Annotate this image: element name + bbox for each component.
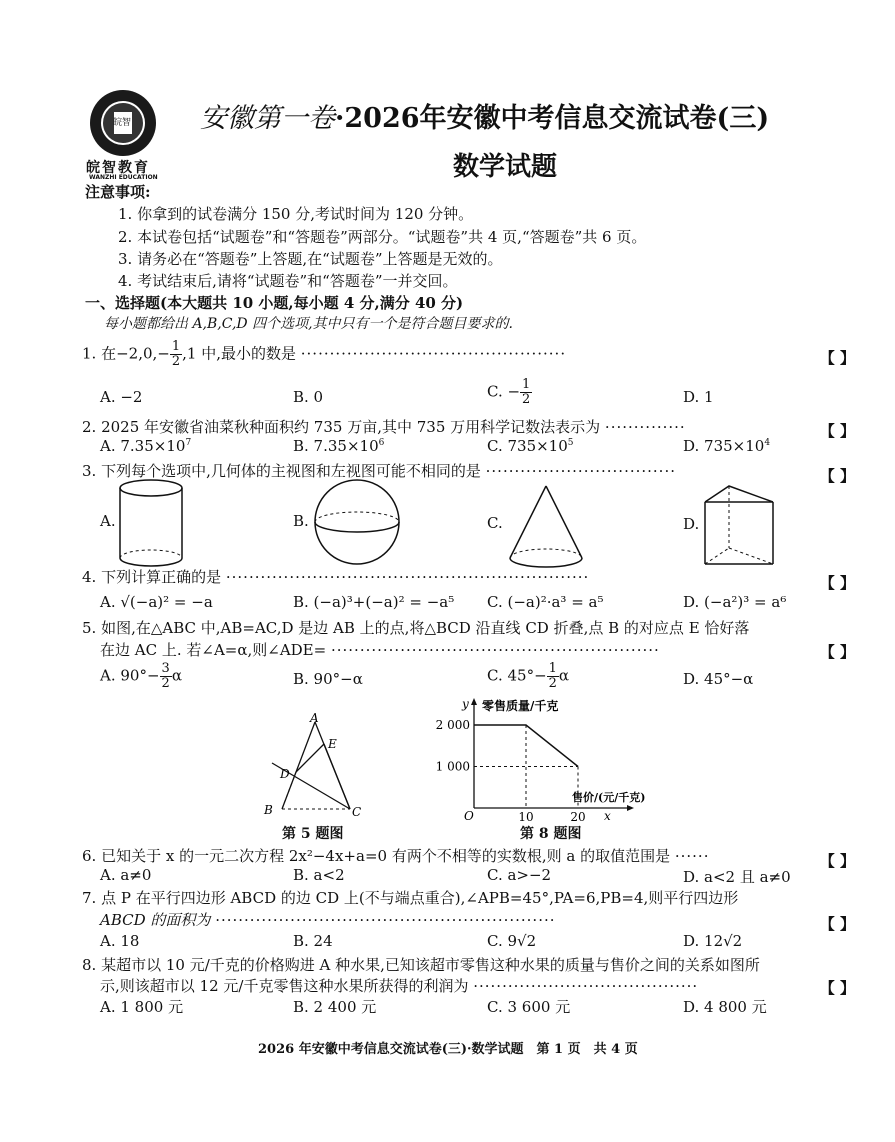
q5-option-a — [100, 662, 182, 691]
q5-a-alpha: α — [171, 666, 182, 685]
q1-option-c-text: C. − — [487, 382, 521, 401]
x-axis-label: 售价/(元/千克) — [572, 791, 646, 804]
origin-label: O — [464, 809, 474, 823]
q1-option-d: D. 1 — [683, 388, 714, 406]
q3-option-a: A. — [100, 512, 116, 530]
answer-bracket: 【 】 — [819, 643, 855, 661]
logo — [88, 88, 158, 158]
leader-dots: ··························································· — [215, 911, 556, 929]
q3-option-b: B. — [293, 512, 309, 530]
q7-stem-text: ABCD 的面积为 — [100, 911, 211, 929]
notice-item: 2. 本试卷包括“试题卷”和“答题卷”两部分。“试题卷”共 4 页,“答题卷”共 6 页。 — [118, 228, 647, 246]
logo-center: 皖智 — [113, 118, 132, 128]
logo-caption-en: WANZHI EDUCATION — [89, 174, 158, 181]
section-title: 一、选择题(本大题共 10 小题,每小题 4 分,满分 40 分) — [85, 294, 464, 312]
x-tick-label: 20 — [570, 810, 586, 824]
q1-stem — [82, 340, 566, 369]
q6-stem-text: 6. 已知关于 x 的一元二次方程 2x²−4x+a=0 有两个不相等的实数根,则 a 的取值范围是 — [82, 847, 671, 865]
q2-d-base: D. 735×10 — [683, 437, 765, 455]
x-axis-arrow — [627, 805, 634, 811]
q7-stem-line1: 7. 点 P 在平行四边形 ABCD 的边 CD 上(不与端点重合),∠APB=45°,PA=6,PB=4,则平行四边形 — [82, 889, 739, 907]
figure-5 — [258, 708, 378, 826]
x-axis-letter: x — [604, 809, 611, 823]
q2-c-exp: 5 — [567, 438, 574, 448]
point-label-b: B — [264, 803, 273, 817]
frac-den: 2 — [171, 354, 181, 369]
q6-option-c: C. a>−2 — [487, 866, 552, 884]
q3-stem-text: 3. 下列每个选项中,几何体的主视图和左视图可能不相同的是 — [82, 462, 481, 480]
y-tick-label: 1 000 — [435, 759, 470, 774]
notice-item: 4. 考试结束后,请将“试题卷”和“答题卷”一并交回。 — [118, 272, 458, 290]
frac-num: 1 — [171, 339, 181, 354]
q5-a-fraction — [160, 662, 172, 691]
q8-stem-line2 — [100, 975, 698, 996]
leader-dots: ······························································· — [225, 568, 590, 586]
q2-option-b — [293, 437, 384, 455]
answer-bracket: 【 】 — [819, 979, 855, 997]
q4-option-b: B. (−a)³+(−a)² = −a⁵ — [293, 593, 455, 611]
point-label-c: C — [352, 805, 362, 819]
q7-option-c: C. 9√2 — [487, 932, 537, 950]
frac-den: 2 — [161, 676, 170, 691]
frac-den: 2 — [548, 676, 557, 691]
leader-dots: ······ — [674, 847, 710, 865]
q5-option-d: D. 45°−α — [683, 670, 754, 688]
title-text: ·2026年安徽中考信息交流试卷(三) — [335, 103, 770, 134]
q2-a-exp: 7 — [185, 438, 192, 448]
q2-a-base: A. 7.35×10 — [100, 437, 186, 455]
logo-caption: 皖智教育 — [86, 160, 150, 176]
q7-option-b: B. 24 — [293, 932, 333, 950]
leader-dots: ························································· — [330, 641, 660, 659]
section-instruction: 每小题都给出 A,B,C,D 四个选项,其中只有一个是符合题目要求的. — [104, 316, 513, 332]
q2-stem — [82, 416, 686, 437]
q2-b-base: B. 7.35×10 — [293, 437, 379, 455]
q2-option-d — [683, 437, 770, 455]
q5-stem-line2 — [100, 639, 660, 660]
leader-dots: ·············································· — [300, 344, 567, 363]
point-label-e: E — [328, 737, 337, 751]
q2-option-a — [100, 437, 191, 455]
q4-option-d: D. (−a²)³ = a⁶ — [683, 593, 787, 611]
q5-c-fraction — [547, 662, 559, 691]
figure-8-chart — [430, 696, 690, 826]
frac-num: 1 — [522, 377, 531, 392]
figure-5-caption: 第 5 题图 — [282, 826, 344, 842]
answer-bracket: 【 】 — [819, 349, 855, 367]
q5-c-text: C. 45°− — [487, 666, 547, 685]
x-tick-label: 10 — [518, 810, 534, 824]
q2-c-base: C. 735×10 — [487, 437, 568, 455]
q2-d-exp: 4 — [764, 438, 771, 448]
leader-dots: ································· — [485, 462, 676, 480]
q1-option-c-fraction — [520, 378, 532, 407]
q8-option-a: A. 1 800 元 — [100, 998, 184, 1016]
q5-stem-line1: 5. 如图,在△ABC 中,AB=AC,D 是边 AB 上的点,将△BCD 沿直线 CD 折叠,点 B 的对应点 E 恰好落 — [82, 619, 750, 637]
notice-item: 1. 你拿到的试卷满分 150 分,考试时间为 120 分钟。 — [118, 205, 474, 223]
q8-option-c: C. 3 600 元 — [487, 998, 571, 1016]
q1-fraction — [170, 340, 182, 369]
brand-name: 安徽第一卷 — [200, 103, 335, 134]
cone-icon — [508, 484, 584, 570]
segment-de — [296, 744, 324, 772]
answer-bracket: 【 】 — [819, 852, 855, 870]
y-axis-arrow — [471, 698, 477, 705]
q4-option-a: A. √(−a)² = −a — [100, 593, 213, 611]
triangular-prism-icon — [703, 484, 775, 566]
q6-option-b: B. a<2 — [293, 866, 345, 884]
q5-stem-text: 在边 AC 上. 若∠A=α,则∠ADE= — [100, 641, 327, 659]
q7-option-a: A. 18 — [100, 932, 140, 950]
notice-heading: 注意事项: — [85, 183, 151, 201]
y-tick-label: 2 000 — [435, 718, 470, 732]
q2-option-c — [487, 437, 574, 455]
page-footer: 2026 年安徽中考信息交流试卷(三)·数学试题 第 1 页 共 4 页 — [258, 1042, 638, 1057]
q1-stem-part: 1. 在−2,0,− — [82, 344, 170, 363]
answer-bracket: 【 】 — [819, 915, 855, 933]
q6-option-d: D. a<2 且 a≠0 — [683, 868, 791, 886]
q5-c-alpha: α — [558, 666, 570, 685]
q3-option-d: D. — [683, 515, 700, 533]
answer-bracket: 【 】 — [819, 574, 855, 592]
sphere-icon — [313, 478, 401, 566]
q8-option-b: B. 2 400 元 — [293, 998, 377, 1016]
q7-option-d: D. 12√2 — [683, 932, 743, 950]
q2-b-exp: 6 — [378, 438, 385, 448]
q4-stem — [82, 566, 589, 587]
q2-stem-text: 2. 2025 年安徽省油菜秋种面积约 735 万亩,其中 735 万用科学记数法表示为 — [82, 418, 601, 436]
q8-stem-line1: 8. 某超市以 10 元/千克的价格购进 A 种水果,已知该超市零售这种水果的质量与售价之间的关系如图所 — [82, 956, 760, 974]
q7-stem-line2 — [100, 909, 556, 930]
q6-option-a: A. a≠0 — [100, 866, 152, 884]
notice-item: 3. 请务必在“答题卷”上答题,在“试题卷”上答题是无效的。 — [118, 250, 503, 268]
q5-option-b: B. 90°−α — [293, 670, 363, 688]
frac-num: 1 — [548, 661, 557, 676]
q4-stem-text: 4. 下列计算正确的是 — [82, 568, 222, 586]
subject-title: 数学试题 — [453, 152, 558, 182]
q1-option-c — [487, 378, 532, 407]
q5-option-c — [487, 662, 569, 691]
frac-num: 3 — [161, 661, 170, 676]
q3-option-c: C. — [487, 514, 503, 532]
point-label-d: D — [280, 767, 290, 781]
y-axis-label: 零售质量/千克 — [482, 699, 559, 713]
exam-title — [200, 96, 769, 135]
leader-dots: ·············· — [604, 418, 686, 436]
q1-option-a: A. −2 — [100, 388, 143, 406]
q8-option-d: D. 4 800 元 — [683, 998, 767, 1016]
cylinder-icon — [118, 478, 184, 570]
q1-stem-part: ,1 中,最小的数是 — [182, 344, 296, 363]
leader-dots: ······································· — [473, 977, 699, 995]
y-axis-letter: y — [462, 697, 469, 711]
q4-option-c: C. (−a)²·a³ = a⁵ — [487, 593, 604, 611]
q5-a-text: A. 90°− — [100, 666, 160, 685]
segment-ec — [324, 744, 350, 809]
frac-den: 2 — [522, 392, 531, 407]
q8-stem-text: 示,则该超市以 12 元/千克零售这种水果所获得的利润为 — [100, 977, 469, 995]
point-label-a: A — [310, 711, 319, 725]
answer-bracket: 【 】 — [819, 467, 855, 485]
answer-bracket: 【 】 — [819, 422, 855, 440]
q6-stem — [82, 845, 709, 866]
figure-8-caption: 第 8 题图 — [520, 826, 582, 842]
q1-option-b: B. 0 — [293, 388, 324, 406]
